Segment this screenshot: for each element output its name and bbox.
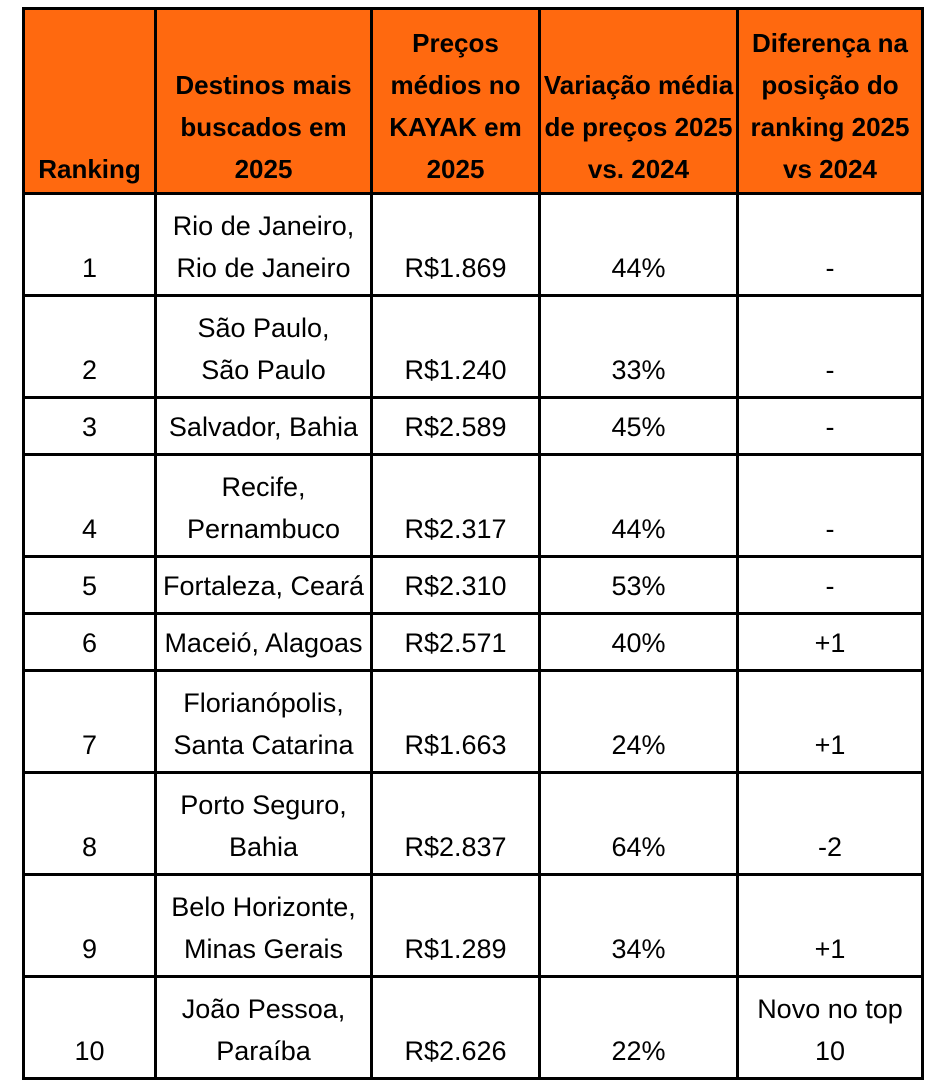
table-row xyxy=(24,773,923,875)
cell-ranking: 10 xyxy=(24,977,156,1079)
cell-variation: 53% xyxy=(540,557,738,614)
cell-destination: Rio de Janeiro, Rio de Janeiro xyxy=(156,194,372,296)
cell-ranking: 5 xyxy=(24,557,156,614)
cell-ranking: 9 xyxy=(24,875,156,977)
cell-variation: 44% xyxy=(540,194,738,296)
cell-destination: Fortaleza, Ceará xyxy=(156,557,372,614)
cell-destination: Maceió, Alagoas xyxy=(156,614,372,671)
cell-price: R$2.317 xyxy=(372,455,540,557)
cell-price: R$2.626 xyxy=(372,977,540,1079)
cell-variation: 44% xyxy=(540,455,738,557)
table-row xyxy=(24,875,923,977)
destinations-ranking-table xyxy=(22,7,924,1080)
cell-price: R$2.571 xyxy=(372,614,540,671)
cell-ranking: 3 xyxy=(24,398,156,455)
table-row xyxy=(24,296,923,398)
header-destination: Destinos mais buscados em 2025 xyxy=(156,9,372,194)
cell-variation: 40% xyxy=(540,614,738,671)
header-price-variation: Variação média de preços 2025 vs. 2024 xyxy=(540,9,738,194)
header-ranking-difference: Diferença na posição do ranking 2025 vs 2024 xyxy=(738,9,923,194)
cell-price: R$1.869 xyxy=(372,194,540,296)
cell-ranking: 1 xyxy=(24,194,156,296)
table-row xyxy=(24,671,923,773)
cell-destination: Belo Horizonte, Minas Gerais xyxy=(156,875,372,977)
table-row xyxy=(24,194,923,296)
cell-ranking: 8 xyxy=(24,773,156,875)
cell-variation: 33% xyxy=(540,296,738,398)
cell-variation: 34% xyxy=(540,875,738,977)
cell-price: R$1.289 xyxy=(372,875,540,977)
cell-price: R$2.589 xyxy=(372,398,540,455)
cell-price: R$2.837 xyxy=(372,773,540,875)
cell-ranking: 4 xyxy=(24,455,156,557)
cell-variation: 22% xyxy=(540,977,738,1079)
cell-destination: Salvador, Bahia xyxy=(156,398,372,455)
table-row xyxy=(24,614,923,671)
cell-destination: São Paulo, São Paulo xyxy=(156,296,372,398)
table-header-row xyxy=(24,9,923,194)
table-row xyxy=(24,977,923,1079)
cell-price: R$2.310 xyxy=(372,557,540,614)
cell-ranking: 7 xyxy=(24,671,156,773)
cell-difference: +1 xyxy=(738,614,923,671)
cell-ranking: 2 xyxy=(24,296,156,398)
cell-difference: - xyxy=(738,296,923,398)
cell-variation: 24% xyxy=(540,671,738,773)
cell-variation: 45% xyxy=(540,398,738,455)
cell-destination: Florianópolis, Santa Catarina xyxy=(156,671,372,773)
cell-ranking: 6 xyxy=(24,614,156,671)
table-row xyxy=(24,398,923,455)
header-average-price: Preços médios no KAYAK em 2025 xyxy=(372,9,540,194)
cell-difference: - xyxy=(738,398,923,455)
cell-destination: João Pessoa, Paraíba xyxy=(156,977,372,1079)
cell-variation: 64% xyxy=(540,773,738,875)
cell-difference: +1 xyxy=(738,671,923,773)
cell-destination: Porto Seguro, Bahia xyxy=(156,773,372,875)
cell-difference: +1 xyxy=(738,875,923,977)
cell-destination: Recife, Pernambuco xyxy=(156,455,372,557)
cell-difference: - xyxy=(738,557,923,614)
cell-price: R$1.240 xyxy=(372,296,540,398)
table-row xyxy=(24,455,923,557)
cell-difference: - xyxy=(738,455,923,557)
cell-price: R$1.663 xyxy=(372,671,540,773)
header-ranking xyxy=(24,9,156,194)
cell-difference: Novo no top 10 xyxy=(738,977,923,1079)
cell-difference: - xyxy=(738,194,923,296)
header-ranking-label: Ranking xyxy=(38,154,141,184)
table-row xyxy=(24,557,923,614)
cell-difference: -2 xyxy=(738,773,923,875)
